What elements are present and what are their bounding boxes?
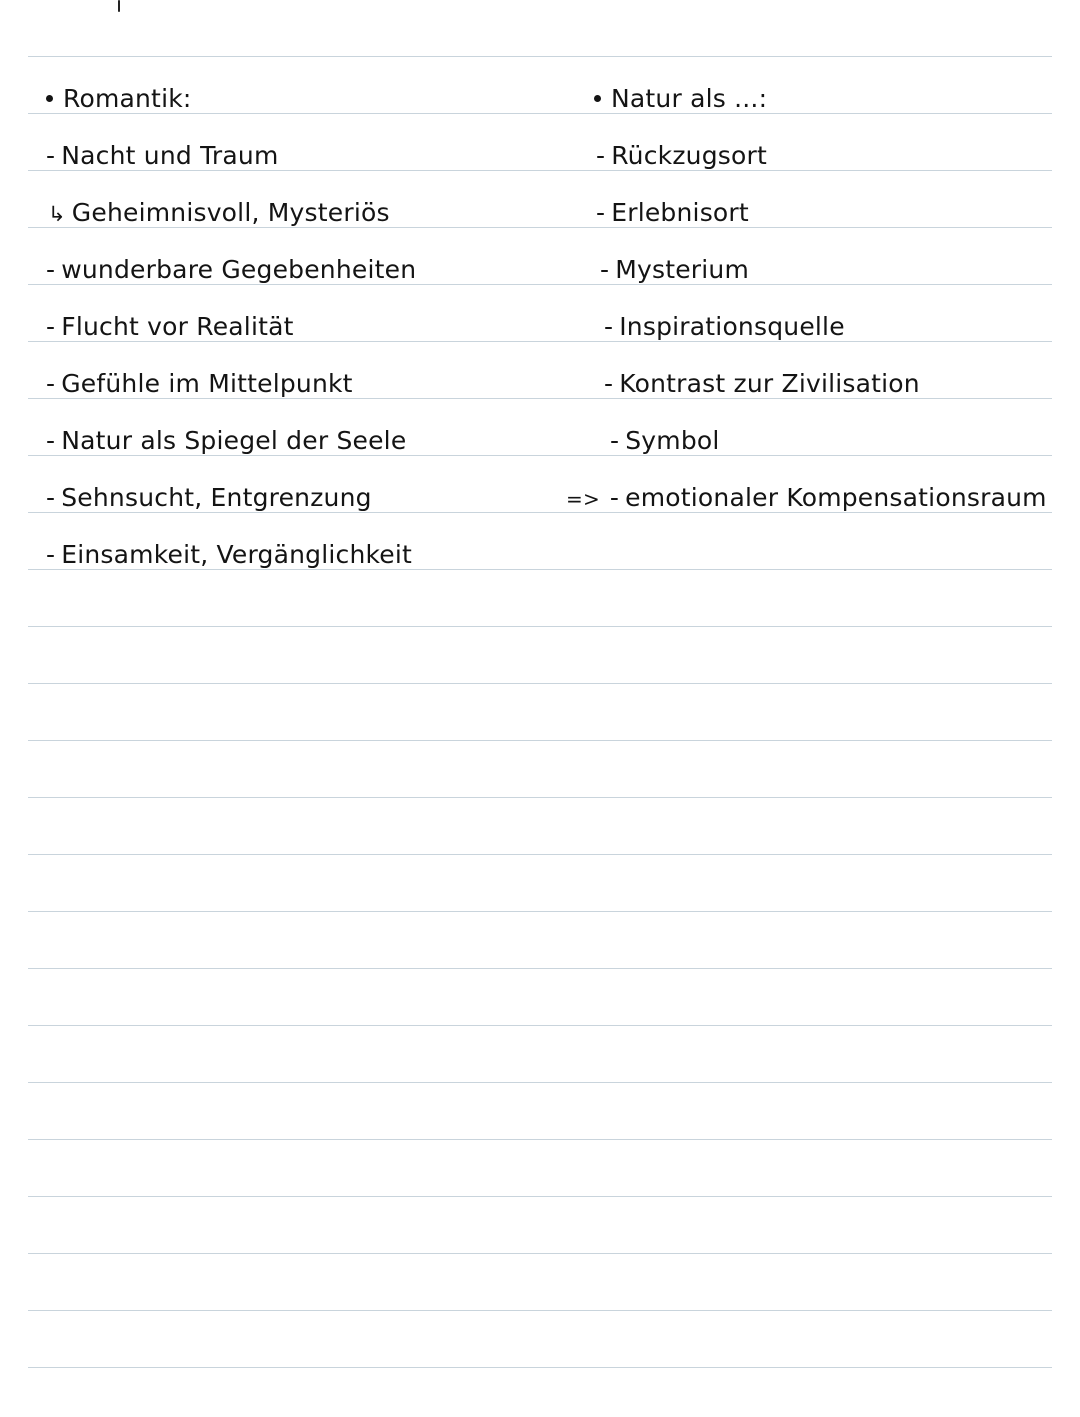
left-heading [46, 84, 192, 114]
left-item [46, 426, 406, 456]
right-item [604, 369, 920, 399]
left-subitem [48, 198, 390, 229]
right-item-text: Inspirationsquelle [619, 312, 845, 341]
left-heading-text: Romantik: [63, 84, 192, 113]
dash-icon: - [596, 198, 606, 227]
dash-icon: - [46, 540, 56, 569]
ruled-line [28, 626, 1052, 627]
right-item-text: Kontrast zur Zivilisation [619, 369, 920, 398]
left-item-text: Einsamkeit, Vergänglichkeit [61, 540, 413, 569]
dash-icon: - [600, 255, 610, 284]
right-item [596, 198, 749, 228]
left-item-text: Gefühle im Mittelpunkt [61, 369, 353, 398]
ruled-line [28, 740, 1052, 741]
ruled-line [28, 1196, 1052, 1197]
ruled-line [28, 797, 1052, 798]
right-item-text: Rückzugsort [611, 141, 767, 170]
right-item-text: Mysterium [615, 255, 750, 284]
left-item [46, 540, 412, 570]
implies-arrow-icon: => [566, 487, 600, 511]
ruled-line [28, 854, 1052, 855]
dash-icon: - [596, 141, 606, 170]
dash-icon: - [46, 141, 56, 170]
right-heading [594, 84, 767, 114]
dash-icon: - [46, 483, 56, 512]
left-item-text: Sehnsucht, Entgrenzung [61, 483, 372, 512]
dash-icon: - [604, 369, 614, 398]
left-item-text: Geheimnisvoll, Mysteriös [71, 198, 390, 227]
left-item [46, 255, 416, 285]
ruled-line [28, 1367, 1052, 1368]
right-item-text: Erlebnisort [611, 198, 749, 227]
left-item [46, 483, 372, 513]
dash-icon: - [46, 255, 56, 284]
bullet-icon [46, 95, 53, 102]
dash-icon: - [46, 369, 56, 398]
ruled-line [28, 1253, 1052, 1254]
left-item-text: wunderbare Gegebenheiten [61, 255, 417, 284]
left-item-text: Flucht vor Realität [61, 312, 294, 341]
right-heading-text: Natur als ...: [611, 84, 768, 113]
ruled-line [28, 1139, 1052, 1140]
right-item [610, 426, 720, 456]
ruled-line [28, 1025, 1052, 1026]
dash-icon: - [46, 426, 56, 455]
dash-icon: - [46, 312, 56, 341]
right-item-conclusion [566, 483, 1047, 514]
sub-arrow-icon: ↳ [48, 202, 66, 226]
dash-icon: - [609, 483, 620, 512]
dash-icon: - [610, 426, 620, 455]
right-item-text: Symbol [625, 426, 720, 455]
ruled-line [28, 683, 1052, 684]
left-item [46, 312, 294, 342]
left-item-text: Nacht und Traum [61, 141, 279, 170]
ruled-line [28, 1310, 1052, 1311]
right-item-text: emotionaler Kompensationsraum [625, 483, 1047, 512]
ruled-line [28, 1082, 1052, 1083]
right-item [596, 141, 767, 171]
ruled-line [28, 968, 1052, 969]
dash-icon: - [604, 312, 614, 341]
ruled-line [28, 911, 1052, 912]
left-item-text: Natur als Spiegel der Seele [61, 426, 407, 455]
ruled-line [28, 56, 1052, 57]
left-item [46, 141, 279, 171]
left-item [46, 369, 353, 399]
pen-stroke-mark [118, 0, 120, 12]
right-item [604, 312, 845, 342]
bullet-icon [594, 95, 601, 102]
right-item [600, 255, 749, 285]
